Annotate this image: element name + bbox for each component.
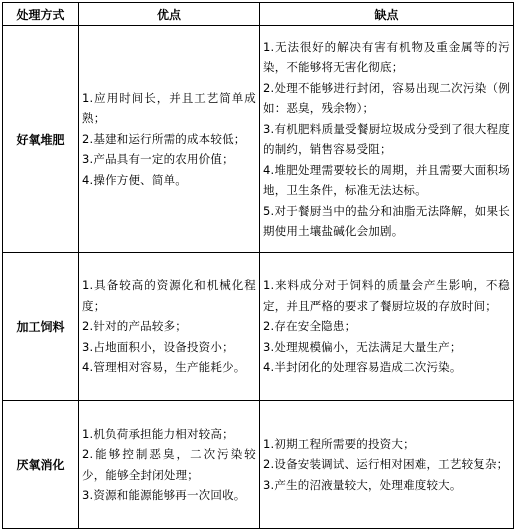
list-item: 4.管理相对容易，生产能耗少。 <box>82 360 246 375</box>
list-item: 3.有机肥料质量受餐厨垃圾成分受到了很大程度的制约，销售容易受阻； <box>263 121 510 156</box>
list-item: 2.基建和运行所需的成本较低； <box>82 131 246 146</box>
cons-cell <box>260 401 514 529</box>
list-item: 2.处理不能够进行封闭，容易出现二次污染（例如：恶臭，残余物）； <box>263 80 510 115</box>
list-item: 2.能够控制恶臭，二次污染较少，能够全封闭处理； <box>82 447 256 482</box>
method-cell: 好氧堆肥 <box>3 26 79 253</box>
method-cell: 加工饲料 <box>3 253 79 401</box>
method-cell: 厌氧消化 <box>3 401 79 529</box>
table-row <box>3 26 514 253</box>
list-item: 1.无法很好的解决有害有机物及重金属等的污染，不能够将无害化彻底； <box>263 39 510 74</box>
list-item: 3.产生的沼液量较大，处理难度较大。 <box>263 477 462 492</box>
pros-cell <box>79 26 260 253</box>
list-item: 3.处理规模偏小，无法满足大量生产； <box>263 339 462 354</box>
header-row <box>3 3 514 26</box>
list-item: 2.设备安装调试、运行相对困难，工艺较复杂； <box>263 457 509 472</box>
list-item: 1.初期工程所需要的投资大； <box>263 436 415 451</box>
list-item: 2.存在安全隐患； <box>263 319 357 334</box>
list-item: 5.对于餐厨当中的盐分和油脂无法降解，如果长期使用土壤盐碱化会加剧。 <box>263 203 510 238</box>
pros-cell <box>79 253 260 401</box>
pros-cell <box>79 401 260 529</box>
comparison-table-wrapper <box>2 2 513 527</box>
list-item: 1.机负荷承担能力相对较高； <box>82 426 234 441</box>
list-item: 3.产品具有一定的农用价值； <box>82 152 234 167</box>
list-item: 3.资源和能源能够再一次回收。 <box>82 488 246 502</box>
cons-cell <box>260 26 514 253</box>
list-item: 4.操作方便、简单。 <box>82 172 187 187</box>
header-pros: 优点 <box>79 3 260 26</box>
comparison-table <box>2 2 514 529</box>
list-item: 1.具备较高的资源化和机械化程度； <box>82 278 256 313</box>
list-item: 2.针对的产品较多； <box>82 319 187 334</box>
header-cons: 缺点 <box>260 3 514 26</box>
cons-cell <box>260 253 514 401</box>
table-row <box>3 253 514 401</box>
list-item: 4.堆肥处理需要较长的周期，并且需要大面积场地，卫生条件，标准无法达标。 <box>263 162 510 197</box>
list-item: 1.来料成分对于饲料的质量会产生影响，不稳定，并且严格的要求了餐厨垃圾的存放时间； <box>263 278 510 313</box>
list-item: 3.占地面积小，设备投资小； <box>82 339 234 354</box>
list-item: 4.半封闭化的处理容易造成二次污染。 <box>263 360 462 375</box>
header-method: 处理方式 <box>3 3 79 26</box>
table-row <box>3 401 514 529</box>
list-item: 1.应用时间长，并且工艺简单成熟； <box>82 90 256 126</box>
